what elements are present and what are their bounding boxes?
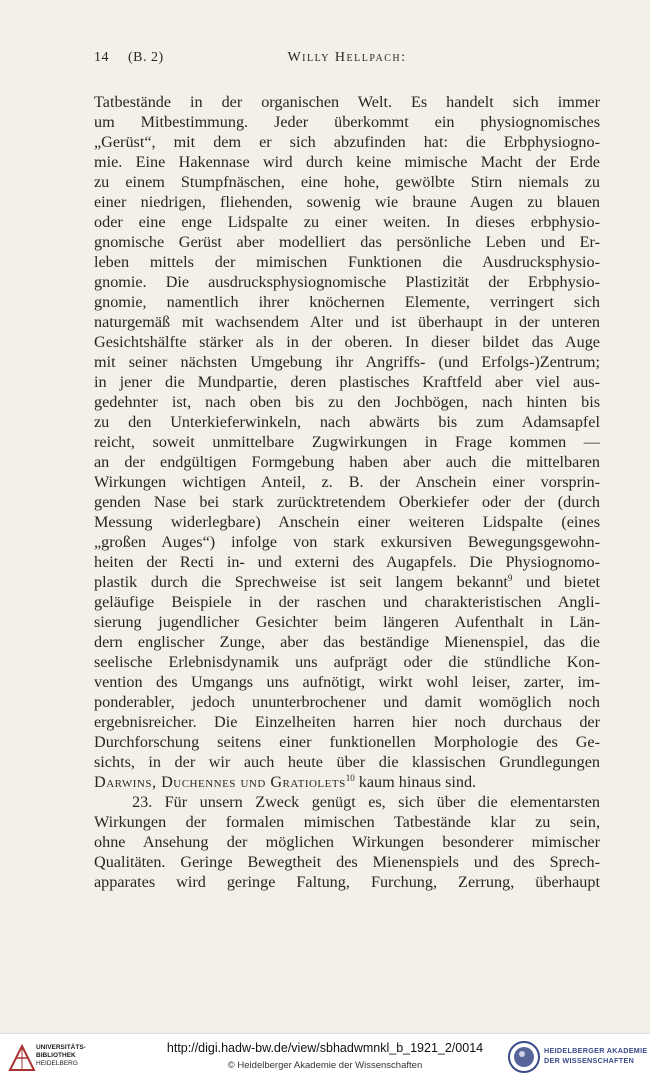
text-line: naturgemäß mit wachsendem Alter und ist überhaupt in der unteren: [94, 313, 600, 331]
text-line: leben mittels der mimischen Funktionen die Ausdrucksphysio-: [94, 253, 600, 271]
text-fragment-names: Darwins, Duchennes und Gratiolets: [94, 773, 346, 791]
text-line: in jener die Mundpartie, deren plastisches Kraftfeld aber viel aus-: [94, 373, 600, 391]
text-line: zu den Unterkieferwinkeln, nach abwärts bis zum Adamsapfel: [94, 413, 600, 431]
text-line: Tatbestände in der organischen Welt. Es handelt sich immer: [94, 93, 600, 111]
text-line: ergebnisreicher. Die Einzelheiten harren hier noch durchaus der: [94, 713, 600, 731]
uni-name-line: BIBLIOTHEK: [36, 1052, 76, 1059]
text-line: genden Nase bei stark zurücktretendem Oberkiefer oder der (durch: [94, 493, 600, 511]
text-line: dern englischer Zunge, aber das beständige Mienenspiel, das die: [94, 633, 600, 651]
text-line: „großen Auges“) infolge von stark exkursiven Bewegungsgewohn-: [94, 533, 600, 551]
text-line: gnomie, namentlich ihrer knöchernen Elemente, verringert sich: [94, 293, 600, 311]
text-line: Durchforschung seitens einer funktionellen Morphologie des Ge-: [94, 733, 600, 751]
copyright-notice: © Heidelberger Akademie der Wissenschaften: [227, 1060, 423, 1071]
running-head-author: Willy Hellpach:: [287, 50, 407, 65]
uni-name-line: HEIDELBERG: [36, 1060, 78, 1067]
text-fragment: plastik durch die Sprechweise ist seit langem bekannt: [94, 573, 508, 591]
text-line: gnomische Gerüst aber modelliert das persönliche Leben und Er-: [94, 233, 600, 251]
university-library-name: [36, 1044, 86, 1068]
text-line: Wirkungen wichtigen Anteil, z. B. der Anschein einer vorsprin-: [94, 473, 600, 491]
text-line: sichts, in der wir auch heute über die klassischen Grundlegungen: [94, 753, 600, 771]
academy-seal-icon: [507, 1039, 541, 1075]
text-line: Wirkungen der formalen mimischen Tatbestände klar zu sein,: [94, 813, 600, 831]
text-line: oder eine enge Lidspalte zu einer weiten. In dieses erbphysio-: [94, 213, 600, 231]
viewer-footer: [0, 1033, 650, 1080]
text-line: Qualitäten. Geringe Bewegtheit des Mienenspiels und des Sprech-: [94, 853, 600, 871]
footnote-marker: 9: [507, 573, 513, 583]
text-line: gedehnter ist, nach oben bis zu den Jochbögen, nach hinten bis: [94, 393, 600, 411]
text-line: 23. Für unsern Zweck genügt es, sich über die elementarsten: [132, 793, 600, 811]
page-number: 14: [94, 50, 109, 65]
body-text: [94, 92, 600, 892]
text-line: vention des Umgangs uns aufnötigt, wirkt wohl leiser, zarter, im-: [94, 673, 600, 691]
text-fragment: und bietet: [526, 573, 600, 591]
running-head: [94, 50, 600, 70]
text-line: mie. Eine Hakennase wird durch keine mimische Macht der Erde: [94, 153, 600, 171]
text-fragment: kaum hinaus sind.: [358, 773, 477, 791]
text-line: reicht, soweit unmittelbare Zugwirkungen in Frage kommen —: [94, 433, 600, 451]
text-line: geläufige Beispiele in der raschen und charakteristischen Angli-: [94, 593, 600, 611]
text-line: gnomie. Die ausdrucksphysiognomische Plastizität der Erbphysio-: [94, 273, 600, 291]
permalink-url[interactable]: http://digi.hadw-bw.de/view/sbhadwmnkl_b_1921_2/0014: [166, 1041, 484, 1055]
academy-name-line: HEIDELBERGER AKADEMIE: [544, 1046, 648, 1055]
text-line: einer niedrigen, fliehenden, sowenig wie braune Augen zu blauen: [94, 193, 600, 211]
text-line-with-footnote: [94, 772, 600, 792]
text-line: apparates wird geringe Faltung, Furchung, Zerrung, überhaupt: [94, 873, 600, 891]
text-line: um Mitbestimmung. Jeder überkommt ein physiognomisches: [94, 113, 600, 131]
footnote-marker: 10: [345, 773, 355, 783]
section-reference: (B. 2): [128, 50, 164, 65]
text-line: mit seiner nächsten Umgebung ihr Angriffs- (und Erfolgs-)Zentrum;: [94, 353, 600, 371]
text-line: seelische Erlebnisdynamik uns aufprägt oder die stündliche Kon-: [94, 653, 600, 671]
uni-name-line: UNIVERSITÄTS-: [36, 1044, 86, 1051]
academy-name: [544, 1046, 647, 1066]
text-line: zu einem Stumpfnäschen, eine hohe, gewölbte Stirn niemals zu: [94, 173, 600, 191]
text-line: ohne Ansehung der möglichen Wirkungen besonderer mimischer: [94, 833, 600, 851]
text-line: an der endgültigen Formgebung haben aber auch die mittelbaren: [94, 453, 600, 471]
text-line: „Gerüst“, mit dem er sich abzufinden hat: die Erbphysiogno-: [94, 133, 600, 151]
text-line: ponderabler, jedoch ununterbrochener und damit womöglich noch: [94, 693, 600, 711]
text-line: Gesichtshälfte stärker als in der oberen. In dieser bildet das Auge: [94, 333, 600, 351]
academy-name-line: DER WISSENSCHAFTEN: [544, 1056, 635, 1065]
text-line: heiten der Recti in- und externi des Augapfels. Die Physiognomo-: [94, 553, 600, 571]
text-line: sierung jugendlicher Gesichter beim längeren Aufenthalt in Län-: [94, 613, 600, 631]
text-line: Messung widerlegbare) Anschein einer weiteren Lidspalte (eines: [94, 513, 600, 531]
text-line-with-footnote: [94, 572, 600, 592]
